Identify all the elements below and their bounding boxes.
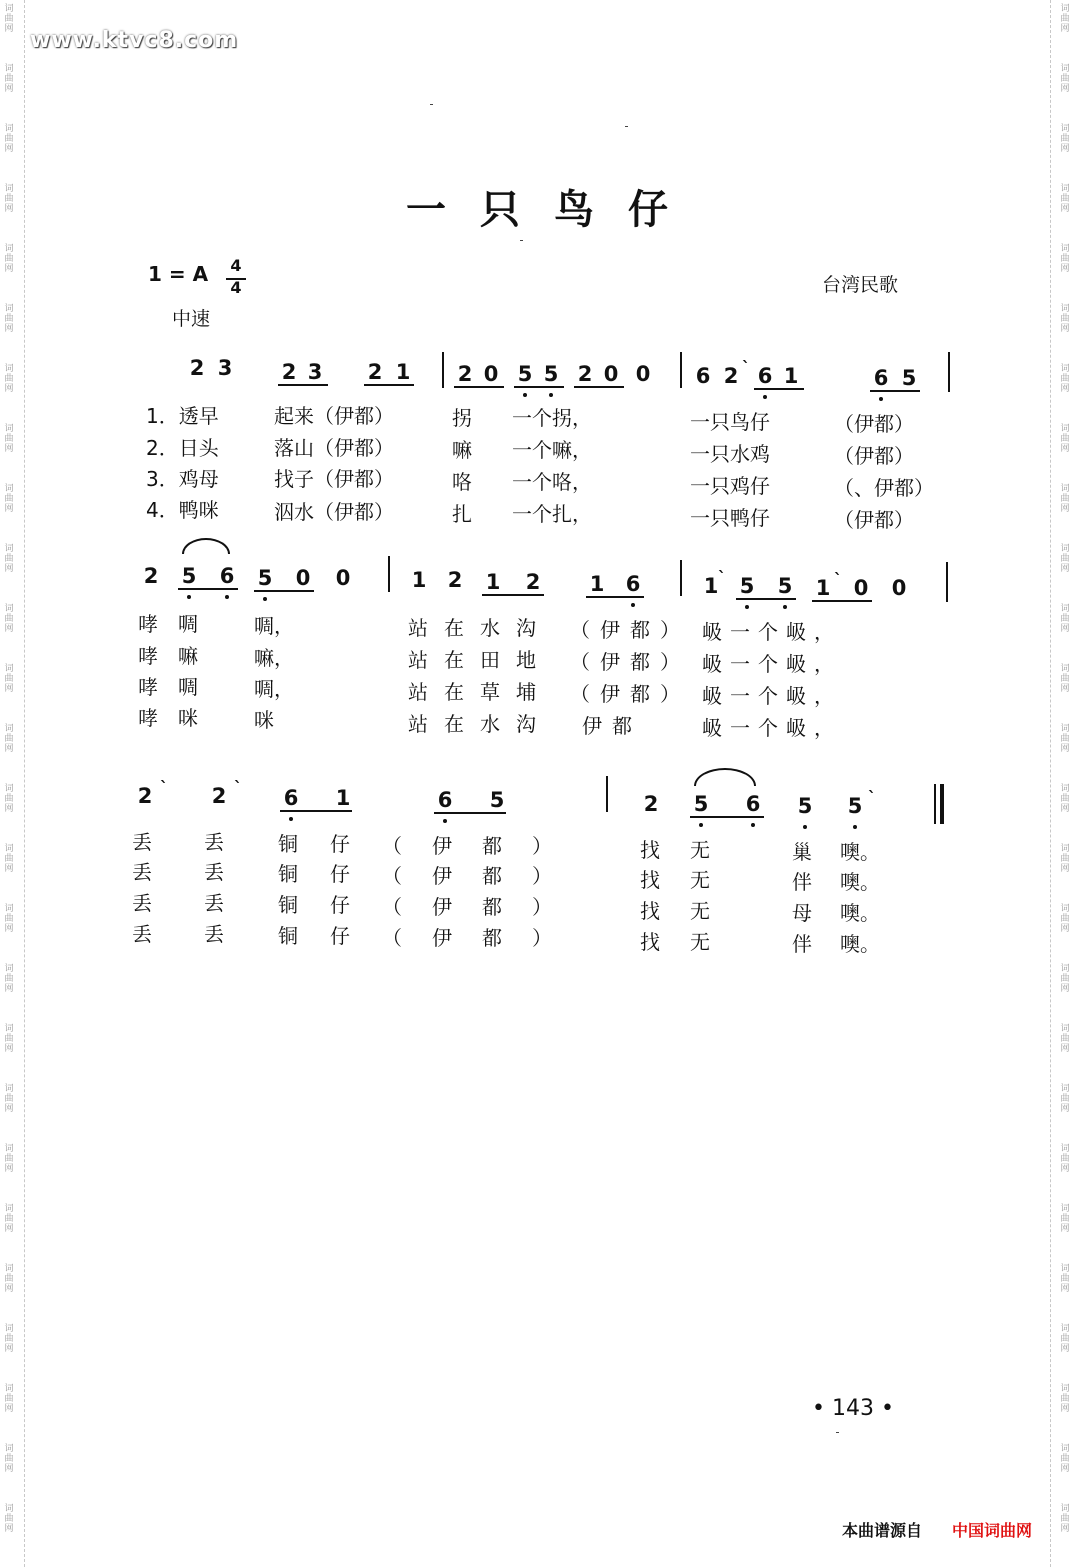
side-watermark-mark: 词曲网: [4, 784, 14, 814]
lyric: 一个咯，: [512, 470, 592, 494]
lyric: 拐: [452, 406, 472, 430]
side-watermark-mark: 词曲网: [4, 1504, 14, 1534]
side-watermark-mark: 词曲网: [1060, 964, 1070, 994]
side-watermark-mark: 词曲网: [1060, 1324, 1070, 1354]
side-watermark-mark: 词曲网: [1060, 904, 1070, 934]
lyric: 站在水沟: [408, 712, 552, 736]
lyric: 嘛: [178, 644, 198, 668]
lyric: 噢。: [840, 840, 880, 864]
side-watermark-mark: 词曲网: [4, 1204, 14, 1234]
lyric: 咪: [254, 708, 274, 732]
side-watermark-mark: 词曲网: [1060, 844, 1070, 874]
side-watermark-mark: 词曲网: [4, 244, 14, 274]
side-watermark-mark: 词曲网: [1060, 364, 1070, 394]
lyric: （伊都）: [570, 618, 690, 642]
lyric: 找无: [640, 868, 740, 892]
lyric: 丢: [132, 860, 152, 884]
lyric: 铜仔: [278, 924, 382, 948]
side-watermark-mark: 词曲网: [4, 1084, 14, 1114]
lyric: 丢: [132, 922, 152, 946]
side-watermark-mark: 词曲网: [4, 1384, 14, 1414]
site-watermark: www.ktvc8.com: [30, 28, 239, 53]
lyric: 啁: [178, 612, 198, 636]
side-watermark-mark: 词曲网: [1060, 1024, 1070, 1054]
lyric: 铜仔: [278, 862, 382, 886]
lyric: 啁，: [254, 614, 294, 638]
side-watermark-mark: 词曲网: [1060, 784, 1070, 814]
lyric: 嘛: [452, 438, 472, 462]
lyric: 起来（伊都）: [274, 404, 394, 428]
side-watermark-mark: 词曲网: [4, 424, 14, 454]
lyric: 咪: [178, 706, 198, 730]
side-watermark-mark: 词曲网: [4, 4, 14, 34]
lyric: 落山（伊都）: [274, 436, 394, 460]
side-watermark-mark: 词曲网: [4, 1144, 14, 1174]
lyric: 哮: [138, 612, 158, 636]
side-watermark-mark: 词曲网: [1060, 4, 1070, 34]
side-watermark-mark: 词曲网: [4, 664, 14, 694]
lyric: 哮: [138, 706, 158, 730]
side-watermark-mark: 词曲网: [1060, 1384, 1070, 1414]
side-watermark-mark: 词曲网: [1060, 124, 1070, 154]
lyric: 丢: [204, 860, 224, 884]
lyric: 一个扎，: [512, 502, 592, 526]
side-watermark-mark: 词曲网: [4, 1024, 14, 1054]
lyric: 1．透早: [146, 404, 219, 428]
side-watermark-mark: 词曲网: [4, 124, 14, 154]
side-watermark-mark: 词曲网: [1060, 424, 1070, 454]
side-watermark-mark: 词曲网: [1060, 1084, 1070, 1114]
lyric: 找子（伊都）: [274, 467, 394, 491]
lyric: 丢: [204, 830, 224, 854]
lyric: 哮: [138, 675, 158, 699]
side-watermark-mark: 词曲网: [1060, 604, 1070, 634]
lyric: 一只水鸡: [690, 442, 770, 466]
side-watermark-mark: 词曲网: [4, 844, 14, 874]
lyric: （伊都）: [382, 864, 582, 888]
lyric: 站在田地: [408, 648, 552, 672]
lyric: 丢: [132, 891, 152, 915]
lyric: 岋一个岋，: [702, 716, 842, 740]
lyric: 伴: [792, 870, 812, 894]
lyric: 伊都: [582, 714, 642, 738]
side-watermark-mark: 词曲网: [4, 544, 14, 574]
lyric: 一个嘛，: [512, 438, 592, 462]
lyric: 泅水（伊都）: [274, 500, 394, 524]
lyric: 岋一个岋，: [702, 620, 842, 644]
side-watermark-mark: 词曲网: [1060, 1504, 1070, 1534]
lyric: 找无: [640, 838, 740, 862]
lyric: （伊都）: [834, 412, 914, 436]
lyric: （、伊都）: [834, 476, 934, 500]
lyric: 伴: [792, 932, 812, 956]
lyric: 岋一个岋，: [702, 652, 842, 676]
lyric: 噢。: [840, 870, 880, 894]
lyric: 找无: [640, 930, 740, 954]
lyric: 啁，: [254, 677, 294, 701]
side-watermark-mark: 词曲网: [4, 304, 14, 334]
lyric: 一只鸟仔: [690, 410, 770, 434]
side-watermark-mark: 词曲网: [1060, 64, 1070, 94]
lyric: 咯: [452, 470, 472, 494]
lyric: 站在草埔: [408, 680, 552, 704]
lyric: 站在水沟: [408, 616, 552, 640]
song-title: 一只鸟仔: [406, 187, 702, 233]
lyric: 4．鸭咪: [146, 498, 219, 522]
side-watermark-mark: 词曲网: [4, 724, 14, 754]
lyric: 3．鸡母: [146, 467, 219, 491]
lyric: 丢: [204, 891, 224, 915]
side-watermark-mark: 词曲网: [1060, 484, 1070, 514]
song-origin: 台湾民歌: [822, 274, 899, 296]
lyric: 一只鸭仔: [690, 506, 770, 530]
side-watermark-mark: 词曲网: [4, 1444, 14, 1474]
lyric: 噢。: [840, 901, 880, 925]
side-watermark-mark: 词曲网: [4, 364, 14, 394]
lyric: 一个拐，: [512, 406, 592, 430]
side-watermark-mark: 词曲网: [1060, 244, 1070, 274]
lyric: 嘛，: [254, 646, 294, 670]
side-watermark-mark: 词曲网: [1060, 304, 1070, 334]
lyric: 岋一个岋，: [702, 684, 842, 708]
page-number: • 143 •: [812, 1396, 894, 1421]
lyric: 一只鸡仔: [690, 474, 770, 498]
side-watermark-mark: 词曲网: [4, 604, 14, 634]
side-watermark-mark: 词曲网: [4, 964, 14, 994]
left-margin-rule: [24, 0, 25, 1567]
lyric: （伊都）: [570, 682, 690, 706]
lyric: 扎: [452, 502, 472, 526]
lyric: （伊都）: [570, 650, 690, 674]
lyric: 噢。: [840, 932, 880, 956]
side-watermark-mark: 词曲网: [1060, 664, 1070, 694]
side-watermark-mark: 词曲网: [4, 1264, 14, 1294]
footer-source-link[interactable]: 中国词曲网: [952, 1521, 1033, 1540]
key-signature: 1 = A: [148, 262, 209, 286]
side-watermark-mark: 词曲网: [1060, 1264, 1070, 1294]
side-watermark-mark: 词曲网: [1060, 1144, 1070, 1174]
lyric: 巢: [792, 840, 812, 864]
side-watermark-mark: 词曲网: [4, 64, 14, 94]
lyric: 铜仔: [278, 832, 382, 856]
time-signature-top: 4: [230, 256, 242, 275]
right-margin-rule: [1050, 0, 1051, 1567]
side-watermark-mark: 词曲网: [1060, 184, 1070, 214]
lyric: （伊都）: [382, 895, 582, 919]
side-watermark-mark: 词曲网: [1060, 1204, 1070, 1234]
side-watermark-mark: 词曲网: [4, 484, 14, 514]
tempo-marking: 中速: [172, 308, 211, 330]
lyric: 铜仔: [278, 893, 382, 917]
side-watermark-mark: 词曲网: [4, 1324, 14, 1354]
lyric: （伊都）: [834, 508, 914, 532]
lyric: 2．日头: [146, 436, 219, 460]
lyric: （伊都）: [382, 926, 582, 950]
side-watermark-mark: 词曲网: [4, 184, 14, 214]
lyric: 丢: [204, 922, 224, 946]
side-watermark-mark: 词曲网: [1060, 544, 1070, 574]
side-watermark-mark: 词曲网: [1060, 1444, 1070, 1474]
side-watermark-mark: 词曲网: [1060, 724, 1070, 754]
lyric: 母: [792, 901, 812, 925]
lyric: 丢: [132, 830, 152, 854]
lyric: 哮: [138, 644, 158, 668]
side-watermark-mark: 词曲网: [4, 904, 14, 934]
lyric: （伊都）: [382, 834, 582, 858]
time-signature-bottom: 4: [230, 278, 242, 297]
lyric: 啁: [178, 675, 198, 699]
lyric: 找无: [640, 899, 740, 923]
footer-source-label: 本曲谱源自: [842, 1521, 923, 1540]
lyric: （伊都）: [834, 444, 914, 468]
